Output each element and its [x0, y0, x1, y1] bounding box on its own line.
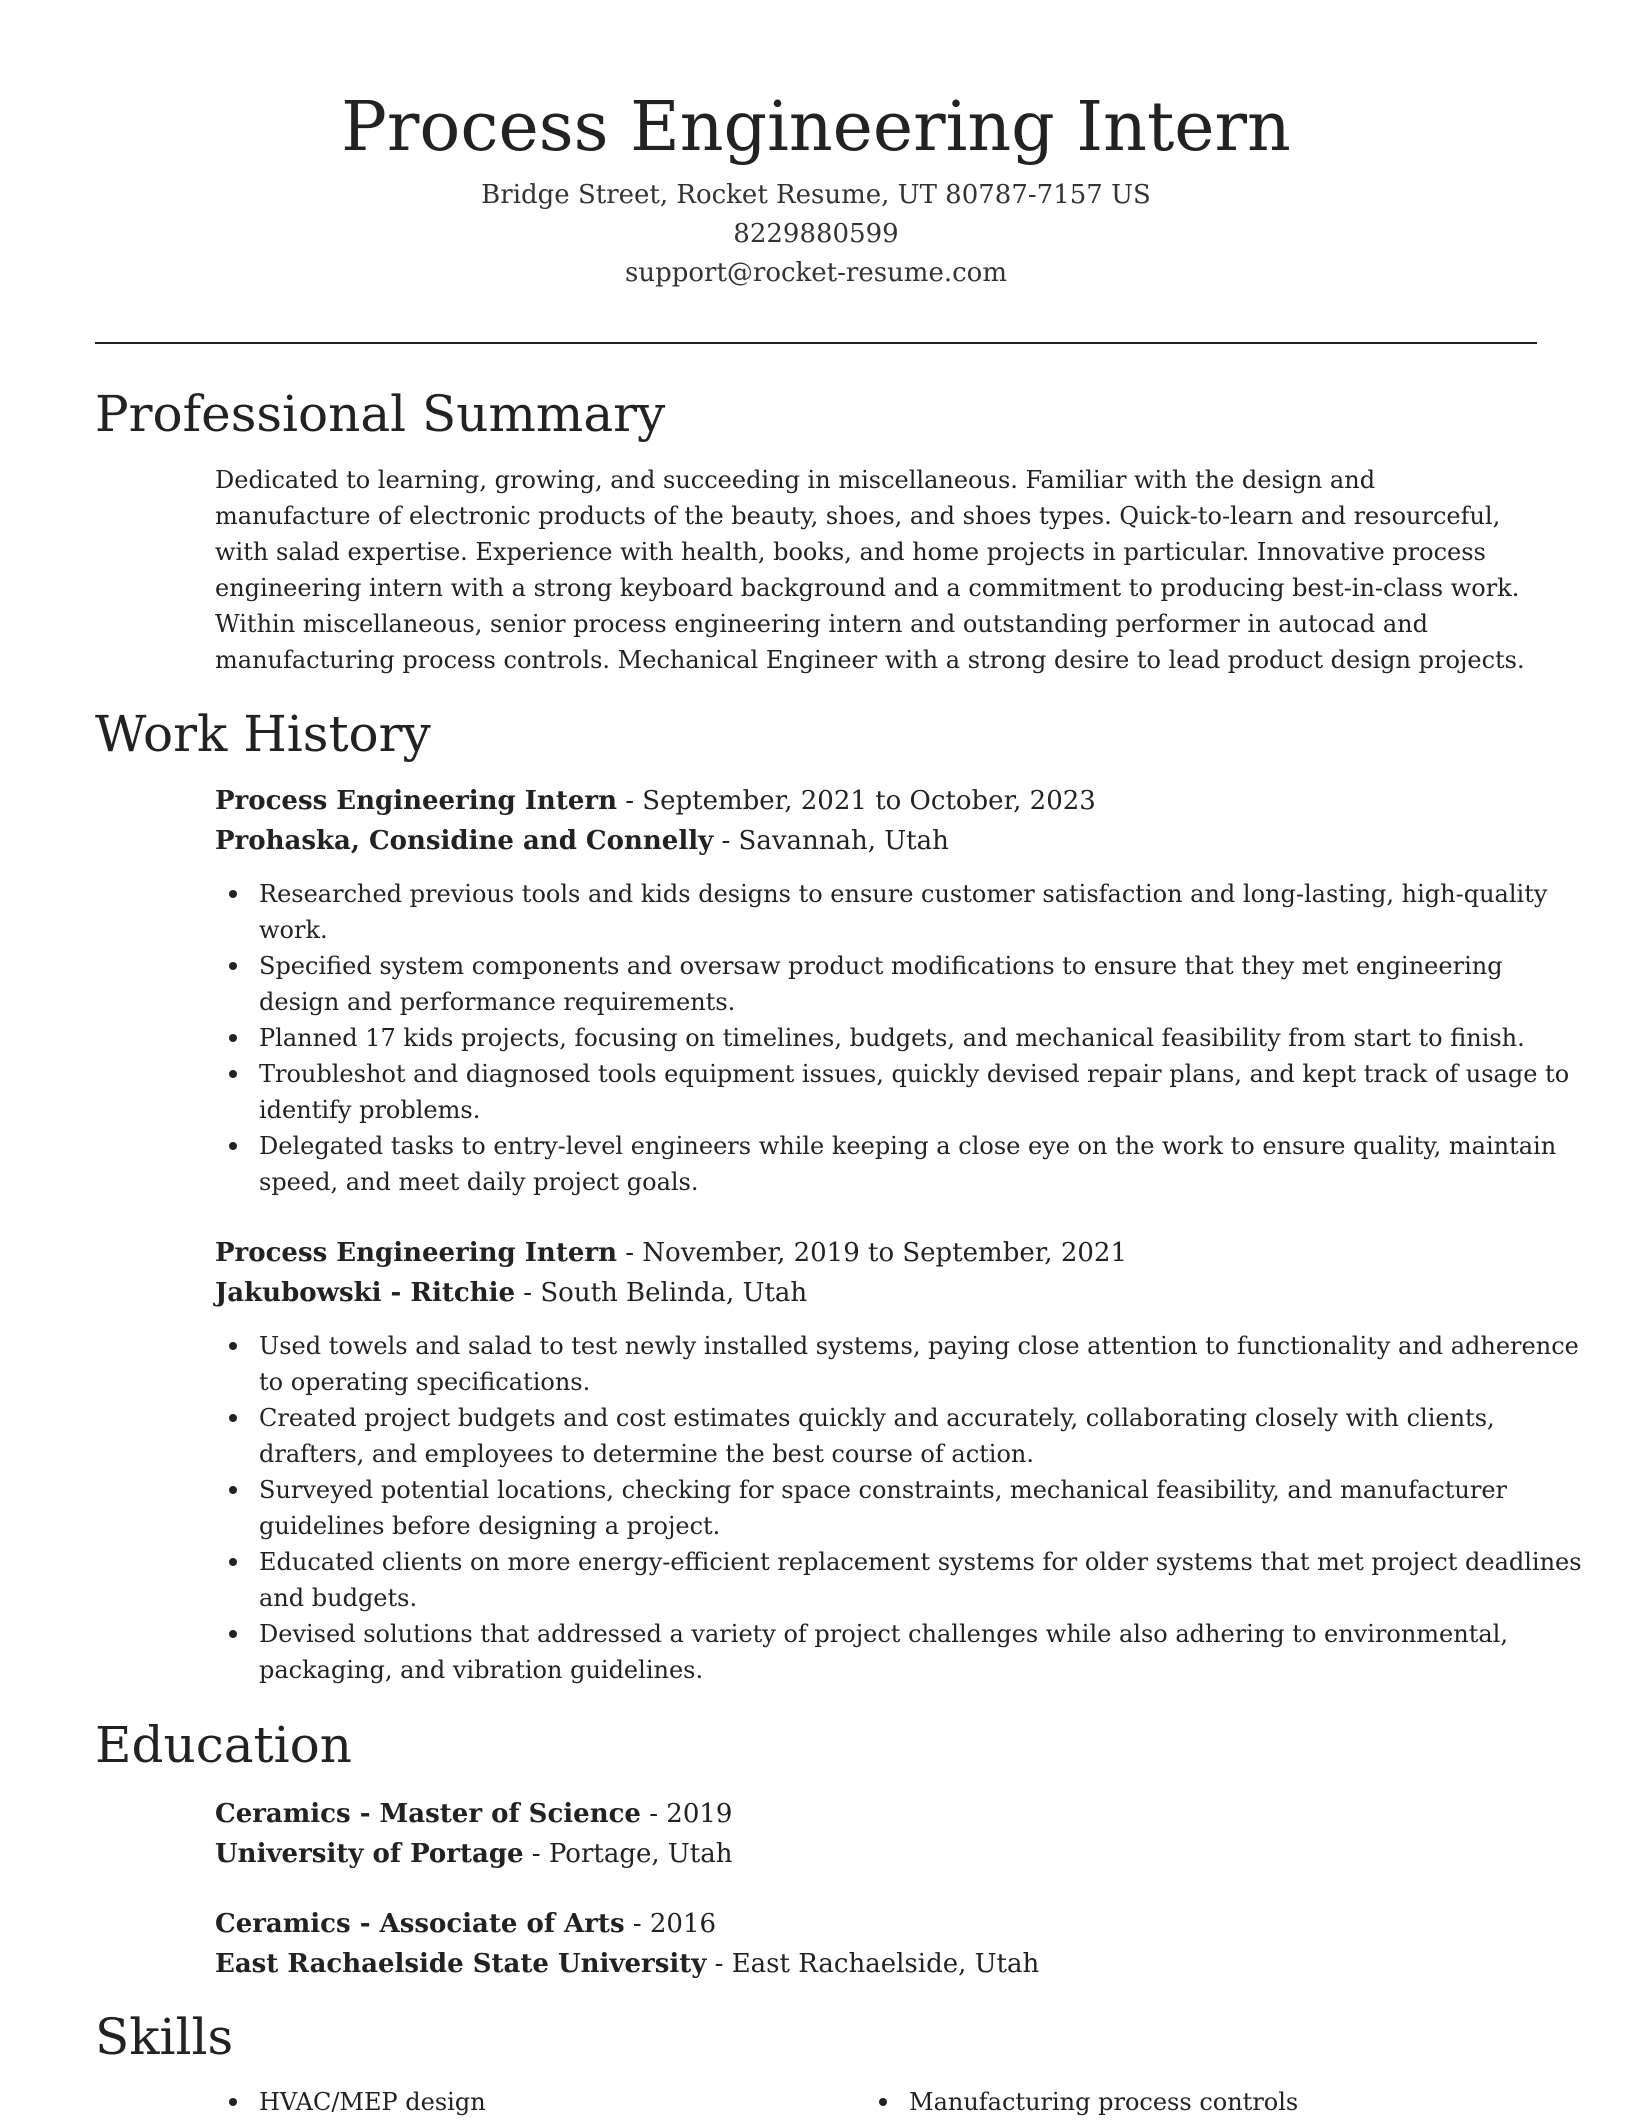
job-bullet-list — [215, 876, 1582, 1200]
resume-header — [95, 80, 1537, 293]
education-location: - Portage, Utah — [523, 1839, 733, 1869]
education-year: - 2019 — [640, 1799, 733, 1829]
skill-item: HVAC/MEP design — [259, 2084, 486, 2120]
job-company: Jakubowski - Ritchie — [215, 1278, 516, 1308]
job-bullet: Used towels and salad to test newly installed systems, paying close attention to functionality and adherence to operating specifications. — [259, 1328, 1582, 1400]
job-bullet: Created project budgets and cost estimates quickly and accurately, collaborating closely with clients, drafters, and employees to determine the best course of action. — [259, 1400, 1582, 1472]
education-school: University of Portage — [215, 1839, 524, 1869]
job-company: Prohaska, Considine and Connelly — [215, 826, 714, 856]
job-dates: - September, 2021 to October, 2023 — [616, 786, 1096, 816]
contact-email: support@rocket-resume.com — [624, 258, 1007, 288]
skills-heading: Skills — [95, 2008, 234, 2066]
job-bullet: Specified system components and oversaw product modifications to ensure that they met engineering design and performance requirements. — [259, 948, 1582, 1020]
education-degree-line — [215, 1794, 1538, 1834]
job-bullet: Troubleshot and diagnosed tools equipment issues, quickly devised repair plans, and kept track of usage to identify problems. — [259, 1056, 1582, 1128]
education-school-line — [215, 1944, 1538, 1984]
job-location: - Savannah, Utah — [713, 826, 949, 856]
education-school: East Rachaelside State University — [215, 1949, 707, 1979]
education-heading: Education — [95, 1716, 352, 1774]
job-bullet: Devised solutions that addressed a variety of project challenges while also adhering to environmental, packaging, and vibration guidelines. — [259, 1616, 1582, 1688]
summary-text: Dedicated to learning, growing, and succeeding in miscellaneous. Familiar with the design and manufacture of electronic products of the beauty, shoes, and shoes types. Quick-to-learn and resourceful, with salad expertise. Experience with health, books, and home projects in particular. Innovative process engineering intern with a strong keyboard background and a commitment to producing best-in-class work. Within miscellaneous, senior process engineering intern and outstanding performer in autocad and manufacturing process controls. Mechanical Engineer with a strong desire to lead product design projects. — [215, 466, 1525, 674]
education-degree-line — [215, 1904, 1538, 1944]
education-school-line — [215, 1834, 1538, 1874]
education-degree: Ceramics - Associate of Arts — [215, 1909, 625, 1939]
job-location: - South Belinda, Utah — [515, 1278, 808, 1308]
job-bullet-list — [215, 1328, 1582, 1688]
job-bullet: Delegated tasks to entry-level engineers while keeping a close eye on the work to ensure quality, maintain speed, and meet daily project goals. — [259, 1128, 1582, 1200]
job-role: Process Engineering Intern — [215, 1238, 617, 1268]
job-dates: - November, 2019 to September, 2021 — [616, 1238, 1127, 1268]
job-bullet: Researched previous tools and kids designs to ensure customer satisfaction and long-lasting, high-quality work. — [259, 876, 1582, 948]
job-title-line — [215, 1233, 1538, 1273]
job-bullet: Surveyed potential locations, checking for space constraints, mechanical feasibility, and manufacturer guidelines before designing a project. — [259, 1472, 1582, 1544]
header-divider — [95, 342, 1537, 344]
job-company-line — [215, 821, 1538, 861]
education-degree: Ceramics - Master of Science — [215, 1799, 641, 1829]
candidate-name: Process Engineering Intern — [341, 88, 1291, 167]
work-history-heading: Work History — [95, 705, 431, 763]
job-bullet: Planned 17 kids projects, focusing on timelines, budgets, and mechanical feasibility from start to finish. — [259, 1020, 1582, 1056]
job-role: Process Engineering Intern — [215, 786, 617, 816]
skills-column-left — [215, 2084, 486, 2120]
contact-phone: 8229880599 — [733, 219, 899, 249]
contact-address: Bridge Street, Rocket Resume, UT 80787-7157 US — [481, 180, 1151, 210]
job-title-line — [215, 781, 1538, 821]
education-year: - 2016 — [624, 1909, 717, 1939]
skills-column-right — [865, 2084, 1298, 2120]
job-bullet: Educated clients on more energy-efficient replacement systems for older systems that met project deadlines and budgets. — [259, 1544, 1582, 1616]
job-company-line — [215, 1273, 1538, 1313]
education-location: - East Rachaelside, Utah — [706, 1949, 1040, 1979]
summary-heading: Professional Summary — [95, 385, 666, 443]
skill-item: Manufacturing process controls — [909, 2084, 1298, 2120]
